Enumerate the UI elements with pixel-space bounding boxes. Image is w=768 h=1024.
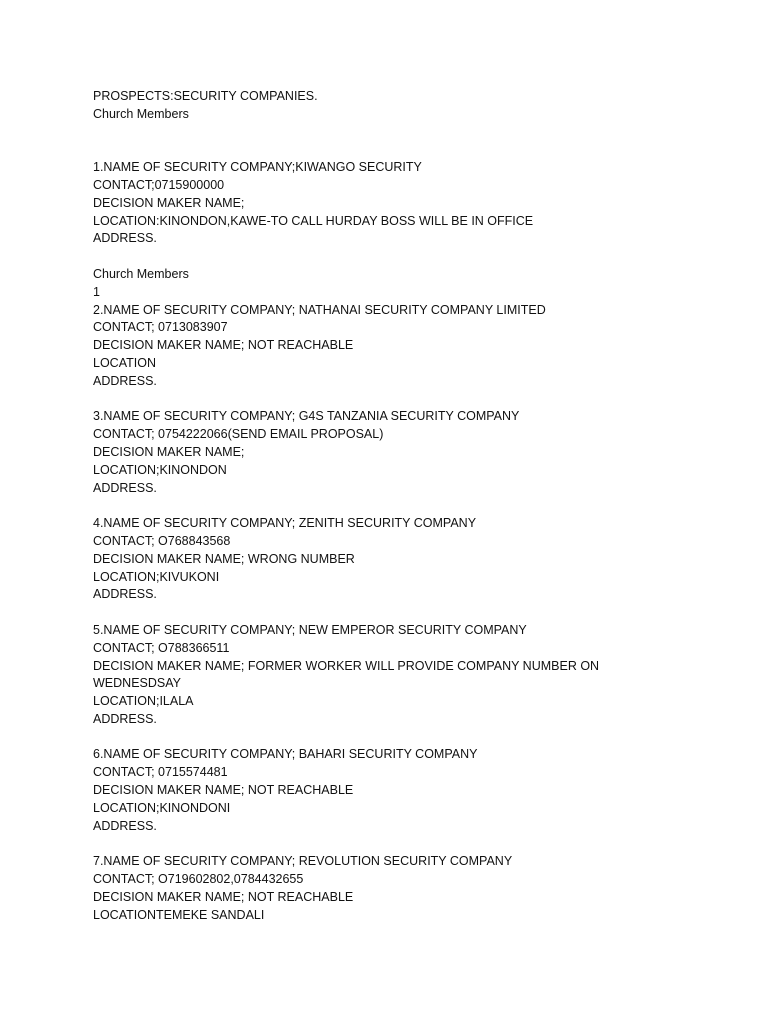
company-name-line: 2.NAME OF SECURITY COMPANY; NATHANAI SECURITY COMPANY LIMITED <box>93 302 546 317</box>
address-line: ADDRESS. <box>93 711 157 726</box>
decision-maker-line-continued: WEDNESDSAY <box>93 676 181 691</box>
spacer <box>93 729 733 747</box>
address-line: ADDRESS. <box>93 231 157 246</box>
company-entry-6 <box>93 746 733 835</box>
contact-line: CONTACT;0715900000 <box>93 177 225 192</box>
spacer <box>93 497 733 515</box>
decision-maker-line: DECISION MAKER NAME; <box>93 195 245 210</box>
document-page <box>93 88 733 924</box>
location-line: LOCATION;KIVUKONI <box>93 569 220 584</box>
spacer <box>93 604 733 622</box>
company-entry-5 <box>93 622 733 729</box>
section-number: 1 <box>93 284 100 299</box>
document-title: PROSPECTS:SECURITY COMPANIES. <box>93 89 318 103</box>
company-name-line: 3.NAME OF SECURITY COMPANY; G4S TANZANIA SECURITY COMPANY <box>93 409 520 424</box>
decision-maker-line: DECISION MAKER NAME; NOT REACHABLE <box>93 889 354 904</box>
location-line: LOCATION;ILALA <box>93 694 194 709</box>
spacer <box>93 391 733 409</box>
company-name-line: 1.NAME OF SECURITY COMPANY;KIWANGO SECURITY <box>93 160 422 175</box>
contact-line: CONTACT; 0715574481 <box>93 765 228 780</box>
decision-maker-line: DECISION MAKER NAME; FORMER WORKER WILL PROVIDE COMPANY NUMBER ON <box>93 658 600 673</box>
decision-maker-line: DECISION MAKER NAME; NOT REACHABLE <box>93 338 354 353</box>
address-line: ADDRESS. <box>93 818 157 833</box>
contact-line: CONTACT; 0754222066(SEND EMAIL PROPOSAL) <box>93 427 384 442</box>
company-name-line: 5.NAME OF SECURITY COMPANY; NEW EMPEROR SECURITY COMPANY <box>93 622 527 637</box>
company-entry-3 <box>93 408 733 497</box>
location-line: LOCATION:KINONDON,KAWE-TO CALL HURDAY BOSS WILL BE IN OFFICE <box>93 213 534 228</box>
company-entry-4 <box>93 515 733 604</box>
contact-line: CONTACT; O788366511 <box>93 640 230 655</box>
address-line: ADDRESS. <box>93 480 157 495</box>
company-entry-7 <box>93 853 733 924</box>
contact-line: CONTACT; O719602802,0784432655 <box>93 872 304 887</box>
company-entry-1 <box>93 159 733 248</box>
location-line: LOCATION <box>93 355 156 370</box>
company-entry-2 <box>93 266 733 391</box>
location-line: LOCATION;KINONDON <box>93 462 227 477</box>
address-line: ADDRESS. <box>93 373 157 388</box>
decision-maker-line: DECISION MAKER NAME; NOT REACHABLE <box>93 783 354 798</box>
decision-maker-line: DECISION MAKER NAME; <box>93 444 245 459</box>
contact-line: CONTACT; 0713083907 <box>93 320 228 335</box>
contact-line: CONTACT; O768843568 <box>93 533 231 548</box>
document-subtitle: Church Members <box>93 106 189 121</box>
location-line: LOCATION;KINONDONI <box>93 800 231 815</box>
location-line: LOCATIONTEMEKE SANDALI <box>93 907 265 922</box>
spacer <box>93 124 733 160</box>
spacer <box>93 835 733 853</box>
address-line: ADDRESS. <box>93 587 157 602</box>
section-label: Church Members <box>93 266 189 281</box>
company-name-line: 4.NAME OF SECURITY COMPANY; ZENITH SECURITY COMPANY <box>93 516 477 531</box>
spacer <box>93 248 733 266</box>
decision-maker-line: DECISION MAKER NAME; WRONG NUMBER <box>93 551 355 566</box>
company-name-line: 6.NAME OF SECURITY COMPANY; BAHARI SECURITY COMPANY <box>93 747 478 762</box>
company-name-line: 7.NAME OF SECURITY COMPANY; REVOLUTION SECURITY COMPANY <box>93 854 513 869</box>
